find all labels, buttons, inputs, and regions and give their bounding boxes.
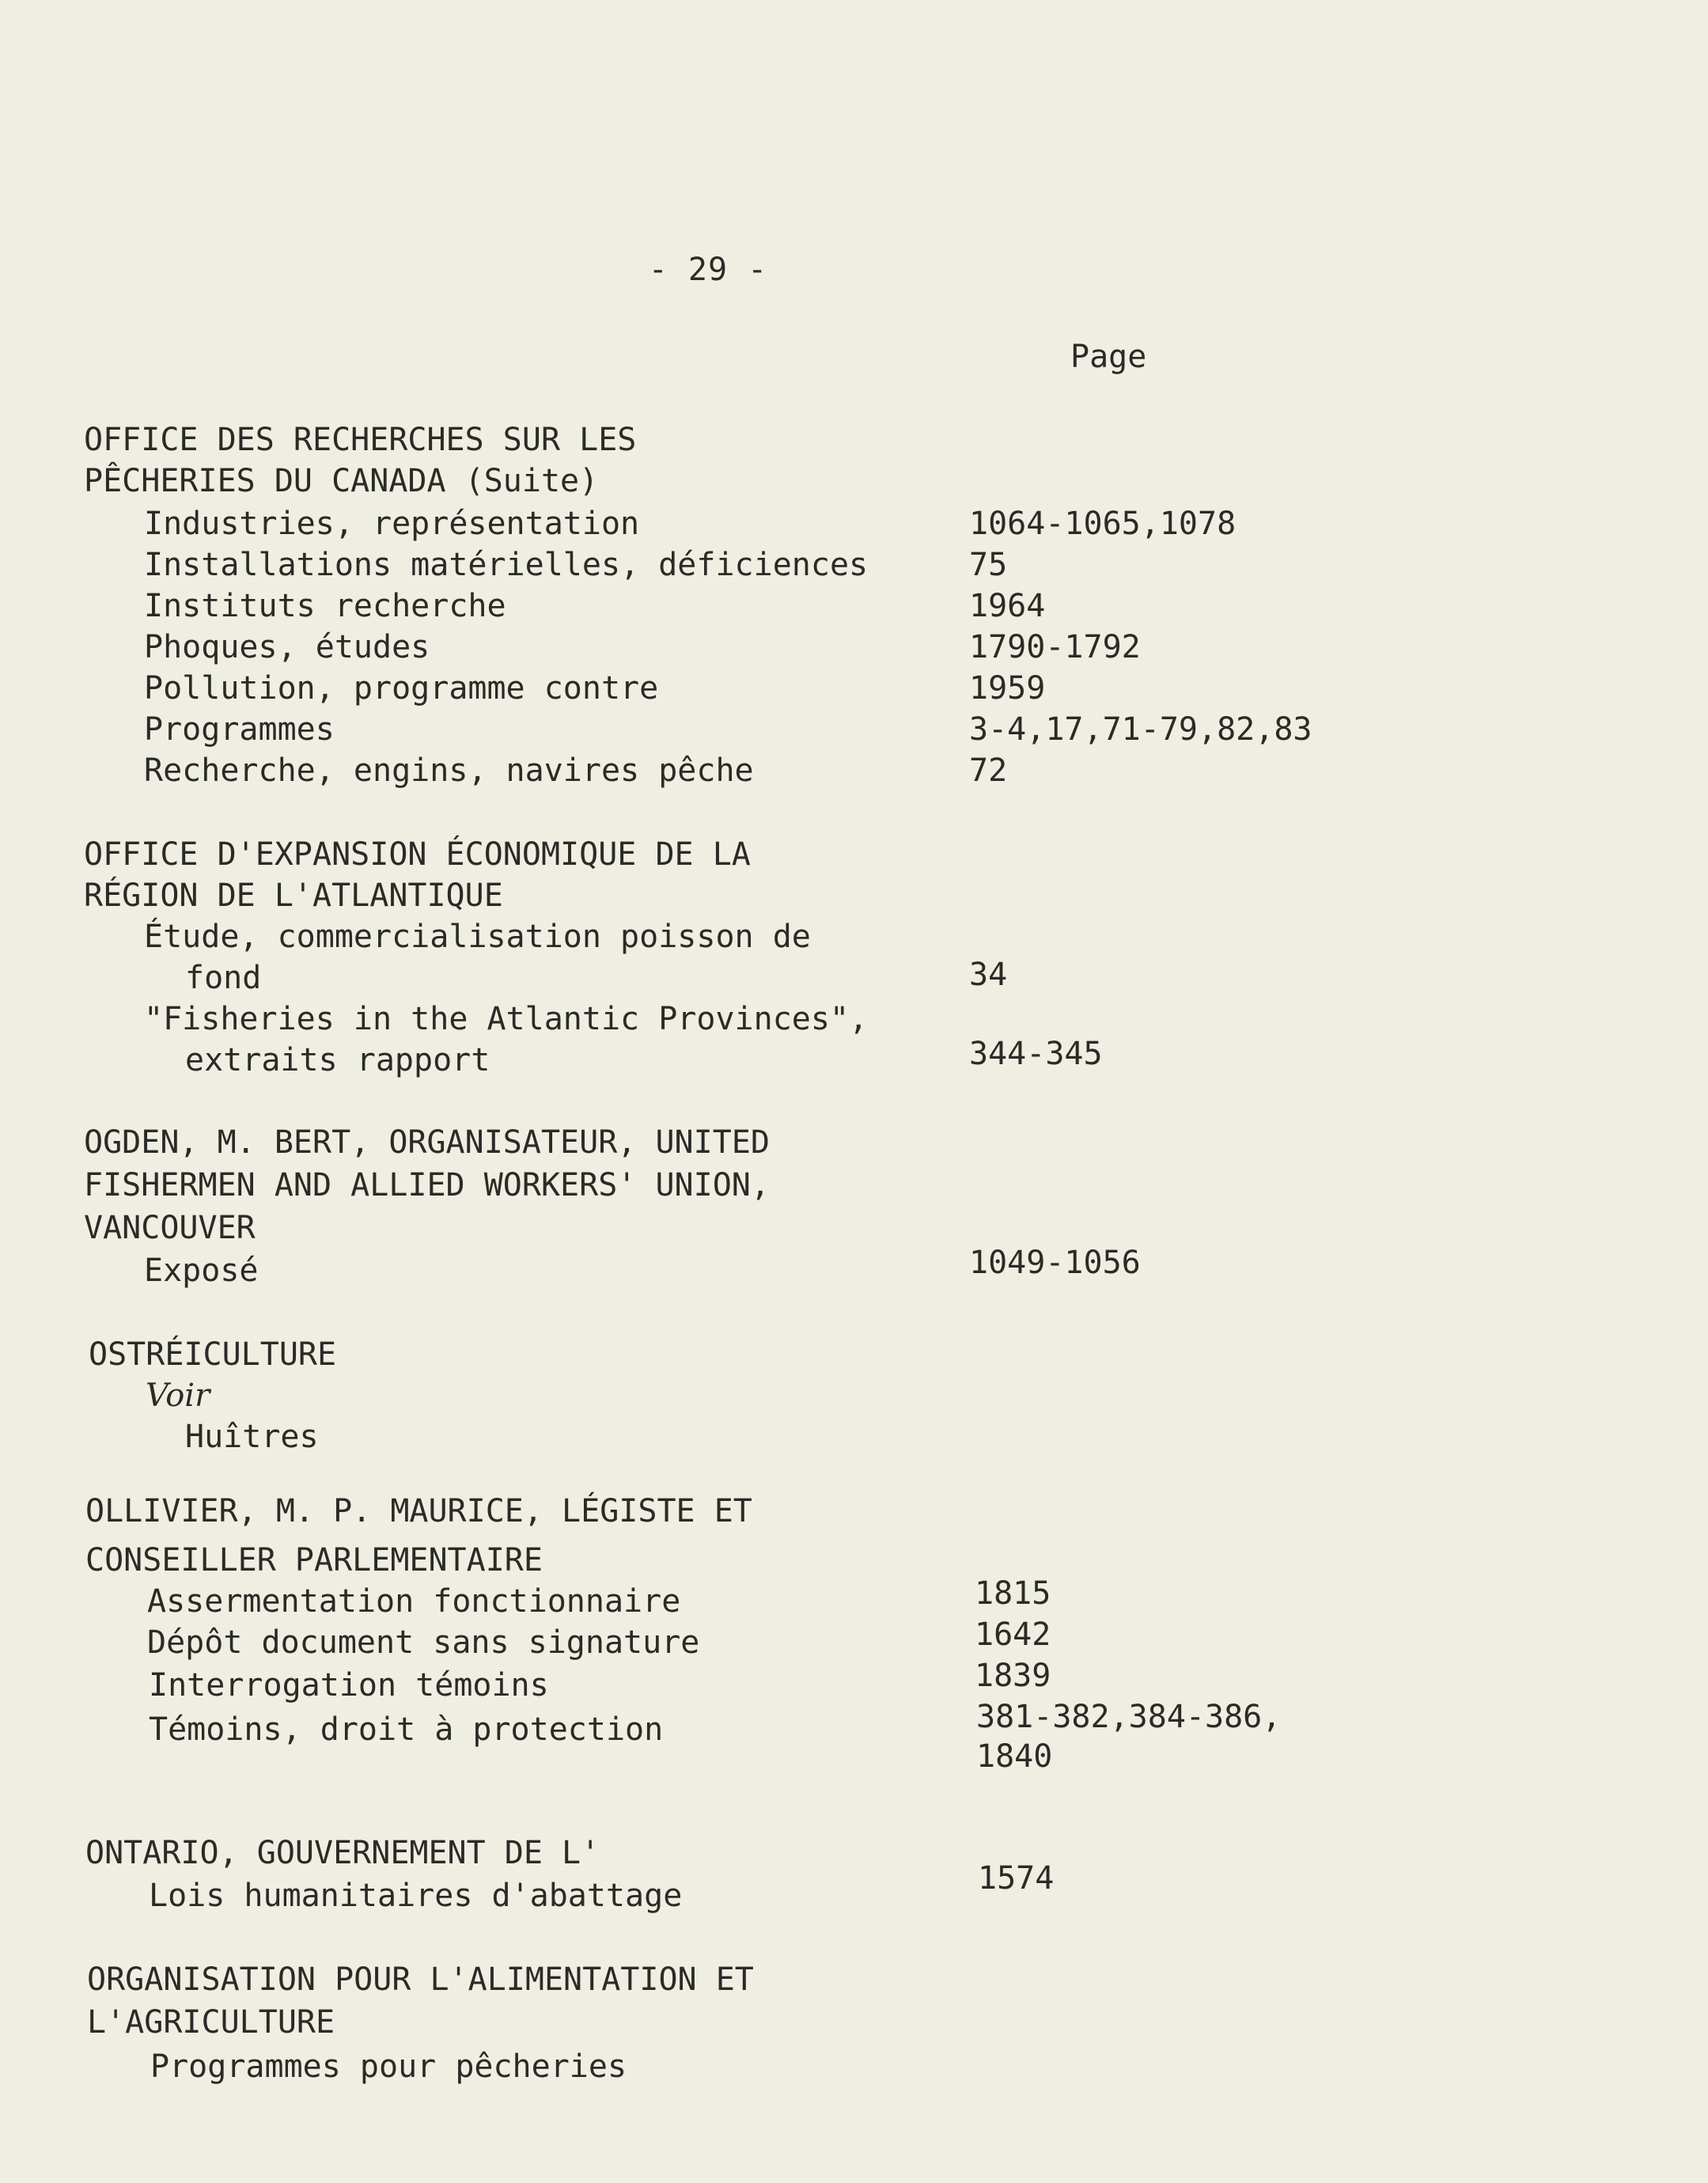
- page-column-header: Page: [1070, 339, 1147, 375]
- entry-heading: L'AGRICULTURE: [87, 2004, 335, 2041]
- page-ref: 381-382,384-386,: [976, 1699, 1282, 1735]
- page-ref: 1790-1792: [969, 629, 1141, 665]
- page-ref: 1959: [969, 670, 1046, 707]
- page-ref: 72: [969, 752, 1008, 789]
- entry-heading: RÉGION DE L'ATLANTIQUE: [84, 877, 503, 914]
- index-item: Recherche, engins, navires pêche: [144, 752, 754, 789]
- entry-heading: VANCOUVER: [84, 1210, 256, 1246]
- entry-heading: FISHERMEN AND ALLIED WORKERS' UNION,: [84, 1167, 770, 1203]
- entry-heading: ORGANISATION POUR L'ALIMENTATION ET: [87, 1961, 754, 1998]
- page-number: - 29 -: [648, 252, 768, 288]
- index-item: Interrogation témoins: [149, 1667, 549, 1704]
- index-item: Programmes: [144, 711, 335, 748]
- page-ref: 1815: [975, 1575, 1051, 1612]
- page-ref: 3-4,17,71-79,82,83: [969, 711, 1312, 748]
- index-item-continuation: extraits rapport: [185, 1042, 490, 1078]
- page-ref: 1049-1056: [969, 1245, 1141, 1281]
- index-item: Assermentation fonctionnaire: [147, 1583, 681, 1620]
- index-item: Lois humanitaires d'abattage: [149, 1878, 683, 1914]
- index-item: Pollution, programme contre: [144, 670, 659, 707]
- index-item: "Fisheries in the Atlantic Provinces",: [144, 1001, 869, 1037]
- index-item: Installations matérielles, déficiences: [144, 547, 869, 583]
- index-item: Programmes pour pêcheries: [150, 2048, 627, 2085]
- index-item: Exposé: [144, 1253, 259, 1289]
- page-ref: 1964: [969, 588, 1046, 624]
- page-ref: 34: [969, 957, 1008, 993]
- index-item: Phoques, études: [144, 629, 430, 665]
- entry-heading: OLLIVIER, M. P. MAURICE, LÉGISTE ET: [85, 1493, 752, 1529]
- page-ref: 1064-1065,1078: [969, 506, 1237, 542]
- index-item: Instituts recherche: [144, 588, 506, 624]
- entry-heading: OFFICE D'EXPANSION ÉCONOMIQUE DE LA: [84, 836, 751, 873]
- index-item: Témoins, droit à protection: [149, 1711, 664, 1748]
- entry-heading: OSTRÉICULTURE: [89, 1336, 337, 1373]
- page-ref: 344-345: [969, 1036, 1103, 1072]
- page-ref: 75: [969, 547, 1008, 583]
- page-ref-continuation: 1840: [976, 1738, 1053, 1775]
- page-ref: 1839: [975, 1658, 1051, 1694]
- see-reference-target: Huîtres: [185, 1419, 319, 1455]
- index-item: Dépôt document sans signature: [147, 1624, 700, 1661]
- entry-heading: OFFICE DES RECHERCHES SUR LES: [84, 422, 637, 458]
- entry-heading: ONTARIO, GOUVERNEMENT DE L': [85, 1835, 600, 1871]
- see-reference-label: Voir: [146, 1378, 210, 1414]
- index-item: Étude, commercialisation poisson de: [144, 919, 811, 955]
- entry-heading: PÊCHERIES DU CANADA (Suite): [84, 463, 599, 499]
- index-item-continuation: fond: [185, 960, 262, 996]
- page-ref: 1642: [975, 1616, 1051, 1653]
- page-ref: 1574: [978, 1860, 1055, 1897]
- entry-heading: OGDEN, M. BERT, ORGANISATEUR, UNITED: [84, 1124, 770, 1161]
- entry-heading: CONSEILLER PARLEMENTAIRE: [85, 1542, 543, 1579]
- index-item: Industries, représentation: [144, 506, 640, 542]
